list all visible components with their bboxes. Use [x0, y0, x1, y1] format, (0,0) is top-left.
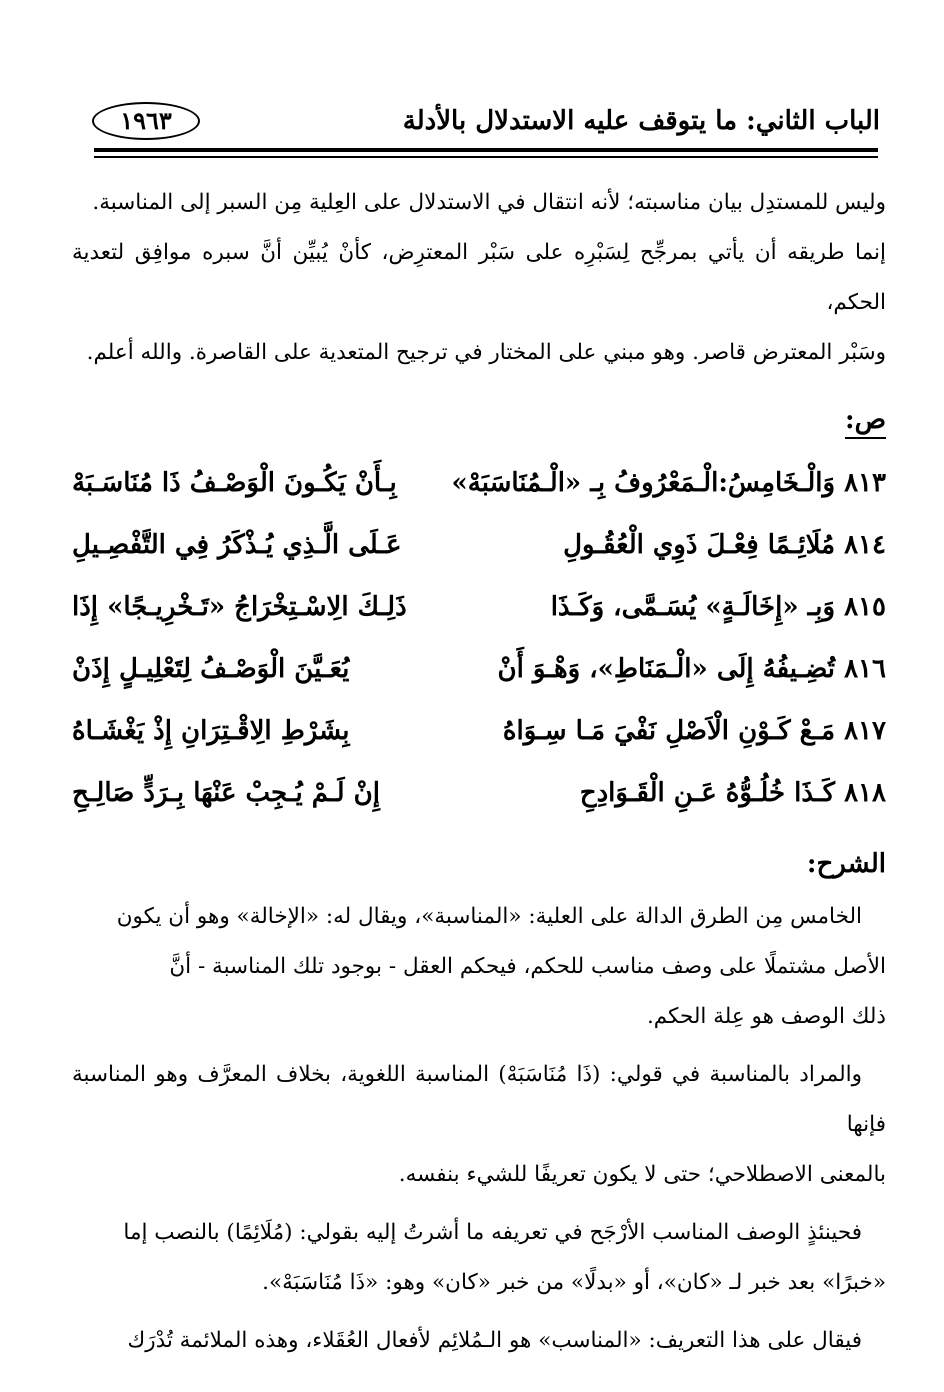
- running-header: [92, 96, 880, 146]
- verse-second-hemistich: بِشَرْطِ الِاقْـتِرَانِ إِذْ يَغْشَـاهُ: [72, 716, 350, 746]
- verse-first-hemistich: [479, 530, 886, 560]
- verse-number: ٨١٨: [844, 778, 886, 808]
- verse-number: ٨١٦: [844, 654, 886, 684]
- verse-second-hemistich: إِنْ لَـمْ يُـجِبْ عَنْهَا بِـرَدٍّ صَالِـحِ: [72, 778, 380, 808]
- verse-text: مُلَائِـمًا فِعْـلَ ذَوِي الْعُقُـولِ: [563, 530, 836, 560]
- commentary-heading: [72, 836, 886, 892]
- verse-number: ٨١٧: [844, 716, 886, 746]
- verse-row: [72, 700, 886, 762]
- verse-number: ٨١٣: [844, 468, 886, 498]
- verse-row: [72, 452, 886, 514]
- verse-second-hemistich: بِـأَنْ يَكُـونَ الْوَصْـفُ ذَا مُنَاسَـبَهْ: [72, 468, 397, 498]
- verse-first-hemistich: [451, 468, 886, 498]
- verse-second-hemistich: يُعَـيَّنَ الْوَصْـفُ لِتَعْلِيـلٍ إِذَنْ: [72, 654, 350, 684]
- page-number: ١٩٦٣: [120, 106, 172, 135]
- page-number-badge: [92, 102, 200, 140]
- verse-second-hemistich: ذَلِـكَ الِاسْـتِخْرَاجُ «تَـخْرِيـجًا» إِذَا: [72, 592, 407, 622]
- commentary-paragraph: [72, 892, 886, 1042]
- verse-first-hemistich: [479, 654, 886, 684]
- text-line: وسَبْر المعترض قاصر. وهو مبني على المختار في ترجيح المتعدية على القاصرة. والله أعلم.: [86, 340, 886, 365]
- text-label: ص:: [845, 405, 886, 439]
- verse-row: [72, 514, 886, 576]
- commentary-paragraph: [72, 1050, 886, 1200]
- text-line: فيقال على هذا التعريف: «المناسب» هو الـمُلائِم لأفعال العُقَلاء، وهذه الملائمة تُدْرَك: [127, 1328, 862, 1353]
- verse-row: [72, 762, 886, 824]
- verse-text: تُضِـيفُهُ إِلَى «الْـمَنَاطِ»، وَهْـوَ أَنْ: [497, 654, 836, 684]
- verse-row: [72, 576, 886, 638]
- text-line: ذلك الوصف هو عِلة الحكم.: [646, 1004, 886, 1029]
- text-line: فحينئذٍ الوصف المناسب الأرْجَح في تعريفه ما أشرتُ إليه بقولي: (مُلَائِمًا) بالنصب إما: [123, 1220, 862, 1245]
- text-section-heading: [72, 392, 886, 448]
- verse-text: وَبِـ «إِخَالَـةٍ» يُسَـمَّى، وَكَـذَا: [550, 592, 836, 622]
- page-body: [72, 178, 886, 1366]
- verse-text: وَالْـخَامِسُ:الْـمَعْرُوفُ بِـ «الْـمُنَاسَبَهْ»: [451, 468, 836, 498]
- header-rule-thin: [94, 156, 878, 158]
- verse-row: [72, 638, 886, 700]
- verse-second-hemistich: عَـلَى الَّـذِي يُـذْكَرُ فِي التَّفْصِـيلِ: [72, 530, 402, 560]
- chapter-title: الباب الثاني: ما يتوقف عليه الاستدلال بالأدلة: [402, 106, 880, 136]
- verse-text: مَـعْ كَـوْنِ الْاَصْلِ نَفْيَ مَـا سِـوَاهُ: [502, 716, 836, 746]
- commentary-paragraph: [72, 1208, 886, 1308]
- text-line: «خبرًا» بعد خبر لـ «كان»، أو «بدلًا» من خبر «كان» وهو: «ذَا مُنَاسَبَهْ».: [262, 1270, 886, 1295]
- text-line: وليس للمستدِل بيان مناسبته؛ لأنه انتقال في الاستدلال على العِلية مِن السبر إلى المناسبة.: [92, 190, 886, 215]
- poem-verses: [72, 452, 886, 824]
- text-line: الخامس مِن الطرق الدالة على العلية: «المناسبة»، ويقال له: «الإخالة» وهو أن يكون: [116, 904, 862, 929]
- verse-text: كَـذَا خُلُـوُّهُ عَـنِ الْقَـوَادِحِ: [579, 778, 836, 808]
- text-line: الأصل مشتملًا على وصف مناسب للحكم، فيحكم العقل - بوجود تلك المناسبة - أنَّ: [169, 954, 886, 979]
- text-line: والمراد بالمناسبة في قولي: (ذَا مُنَاسَبَهْ) المناسبة اللغوية، بخلاف المعرَّف وهو المناسبة فإنها: [72, 1062, 886, 1137]
- commentary-label: الشرح:: [806, 849, 886, 879]
- verse-number: ٨١٥: [844, 592, 886, 622]
- text-line: إنما طريقه أن يأتي بمرجِّح لِسَبْرِه على سَبْر المعترِض، كأنْ يُبيِّن أنَّ سبره موافِق لتعدية الحكم،: [72, 240, 886, 315]
- verse-first-hemistich: [479, 592, 886, 622]
- intro-paragraph: [72, 178, 886, 378]
- verse-number: ٨١٤: [844, 530, 886, 560]
- commentary-paragraph: [72, 1316, 886, 1366]
- header-rule-thick: [94, 148, 878, 152]
- text-line: بالمعنى الاصطلاحي؛ حتى لا يكون تعريفًا للشيء بنفسه.: [398, 1162, 886, 1187]
- verse-first-hemistich: [479, 716, 886, 746]
- verse-first-hemistich: [479, 778, 886, 808]
